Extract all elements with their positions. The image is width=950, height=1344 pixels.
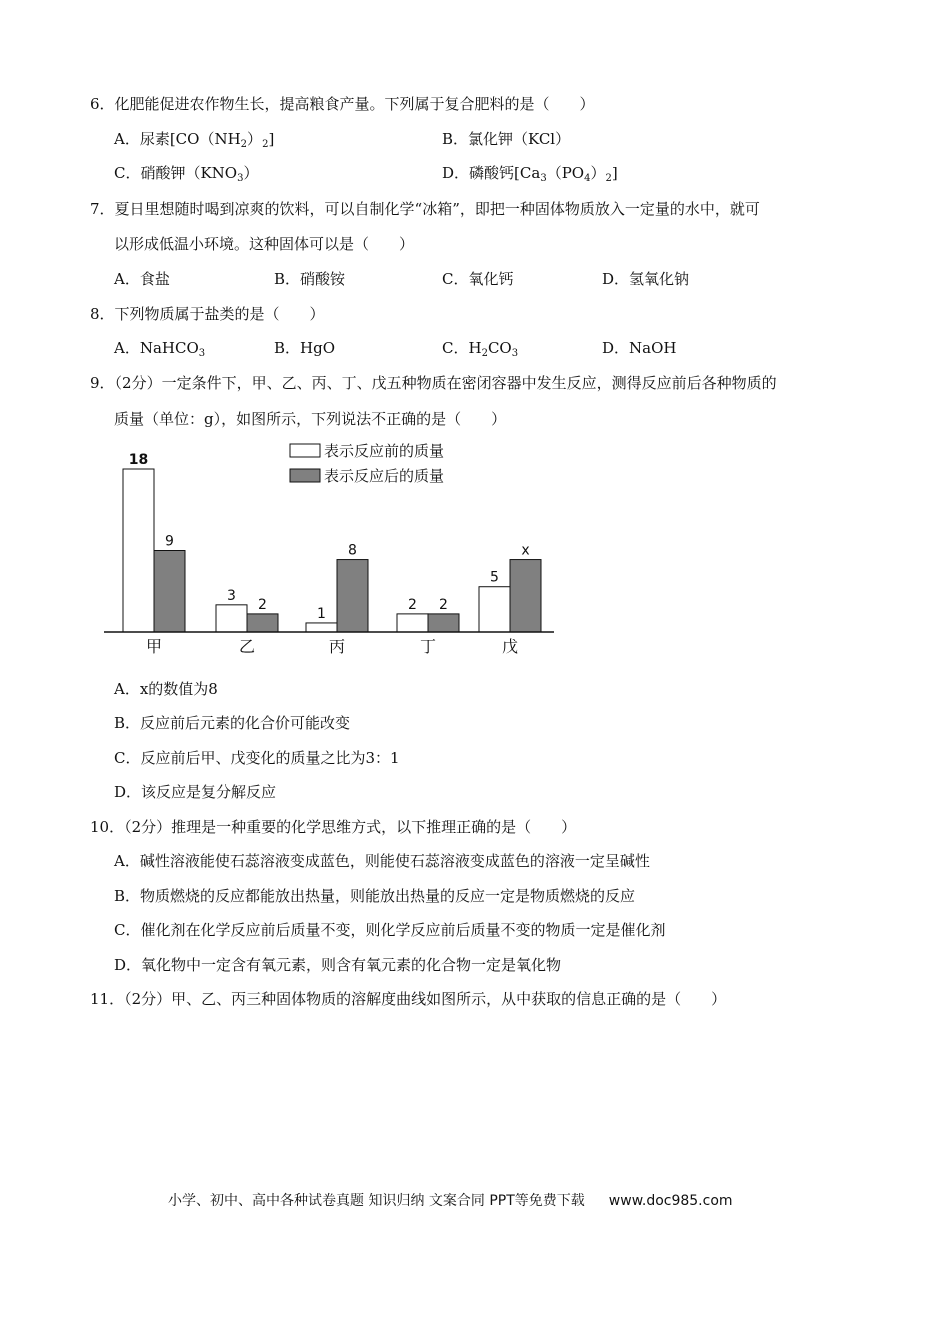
- bar-after-1: [154, 551, 185, 633]
- q6-option-b: B．氯化钾（KCl）: [442, 130, 571, 148]
- category-label-3: 丙: [328, 637, 346, 656]
- q7-option-c: C．氧化钙: [442, 270, 514, 288]
- q8-stem: 8．下列物质属于盐类的是（ ）: [90, 305, 325, 323]
- legend-label-2: 表示反应后的质量: [324, 467, 445, 485]
- data-label-after-4: 2: [439, 596, 448, 613]
- bar-before-2: [216, 605, 247, 632]
- data-label-before-1: 18: [128, 452, 149, 468]
- page-footer: [168, 1190, 733, 1210]
- q11-stem: 11．（2分）甲、乙、丙三种固体物质的溶解度曲线如图所示，从中获取的信息正确的是（ ）: [90, 990, 727, 1008]
- q7-stem-line2: 以形成低温小环境。这种固体可以是（ ）: [114, 235, 415, 253]
- q10-option-a: A．碱性溶液能使石蕊溶液变成蓝色，则能使石蕊溶液变成蓝色的溶液一定呈碱性: [114, 852, 650, 870]
- q8-option-c: C．$H_2CO_3$: [442, 339, 519, 359]
- category-label-2: 乙: [238, 637, 256, 656]
- q7-option-b: B．硝酸铵: [274, 270, 346, 288]
- legend-swatch-1: [290, 444, 320, 457]
- q10-option-c: C．催化剂在化学反应前后质量不变，则化学反应前后质量不变的物质一定是催化剂: [114, 921, 666, 939]
- category-label-4: 丁: [419, 637, 437, 656]
- data-label-after-2: 2: [258, 596, 267, 613]
- q9-option-a: A．x的数值为8: [114, 680, 218, 698]
- bar-before-5: [479, 587, 510, 632]
- q10-option-d: D．氧化物中一定含有氧元素，则含有氧元素的化合物一定是氧化物: [114, 956, 562, 974]
- bar-after-5: [510, 560, 541, 632]
- mass-bar-chart: [100, 436, 570, 662]
- q9-stem-line1: 9．（2分）一定条件下，甲、乙、丙、丁、戊五种物质在密闭容器中发生反应，测得反应前后各种物质的: [90, 374, 777, 392]
- q7-option-d: D．氢氧化钠: [602, 270, 690, 288]
- q6-stem: 6．化肥能促进农作物生长，提高粮食产量。下列属于复合肥料的是（ ）: [90, 95, 595, 113]
- chart-legend: [290, 442, 444, 485]
- q9-stem-line2: 质量（单位：g），如图所示，下列说法不正确的是（ ）: [114, 410, 507, 428]
- q7-option-a: A．食盐: [114, 270, 170, 288]
- data-label-before-5: 5: [490, 569, 499, 586]
- bar-before-1: [123, 469, 154, 632]
- bar-before-3: [306, 623, 337, 632]
- legend-swatch-2: [290, 469, 320, 482]
- q9-option-c: C．反应前后甲、戊变化的质量之比为3：1: [114, 749, 400, 767]
- q9-option-b: B．反应前后元素的化合价可能改变: [114, 714, 351, 732]
- q8-option-a: A．NaHCO$_3$: [114, 339, 206, 359]
- bar-before-4: [397, 614, 428, 632]
- data-label-after-3: 8: [348, 542, 357, 559]
- category-label-1: 甲: [145, 637, 163, 656]
- bar-after-4: [428, 614, 459, 632]
- q10-stem: 10．（2分）推理是一种重要的化学思维方式，以下推理正确的是（ ）: [90, 818, 577, 836]
- data-label-before-3: 1: [317, 605, 326, 622]
- data-label-after-1: 9: [165, 533, 174, 550]
- q6-option-c: C．硝酸钾$(KNO_3)$: [114, 164, 259, 184]
- q7-stem-line1: 7．夏日里想随时喝到凉爽的饮料，可以自制化学“冰箱”，即把一种固体物质放入一定量的水中，就可: [90, 200, 760, 218]
- q10-option-b: B．物质燃烧的反应都能放出热量，则能放出热量的反应一定是物质燃烧的反应: [114, 887, 636, 905]
- footer-site-link[interactable]: www.doc985.com: [608, 1193, 733, 1209]
- data-label-before-4: 2: [408, 596, 417, 613]
- footer-text: 小学、初中、高中各种试卷真题 知识归纳 文案合同 PPT等免费下载: [168, 1193, 585, 1209]
- data-label-before-2: 3: [227, 587, 236, 604]
- q9-option-d: D．该反应是复分解反应: [114, 783, 277, 801]
- q8-option-d: D．NaOH: [602, 339, 677, 357]
- q6-option-a: A．尿素$[CO(NH_2)_2]$: [114, 130, 275, 150]
- category-label-5: 戊: [501, 637, 519, 656]
- data-label-after-5: x: [521, 542, 530, 559]
- bar-after-3: [337, 560, 368, 632]
- bar-after-2: [247, 614, 278, 632]
- chart-categories: [146, 637, 518, 656]
- q6-option-d: D．磷酸钙$[Ca_3(PO_4)_2]$: [442, 164, 618, 184]
- legend-label-1: 表示反应前的质量: [324, 442, 445, 460]
- q8-option-b: B．HgO: [274, 339, 336, 357]
